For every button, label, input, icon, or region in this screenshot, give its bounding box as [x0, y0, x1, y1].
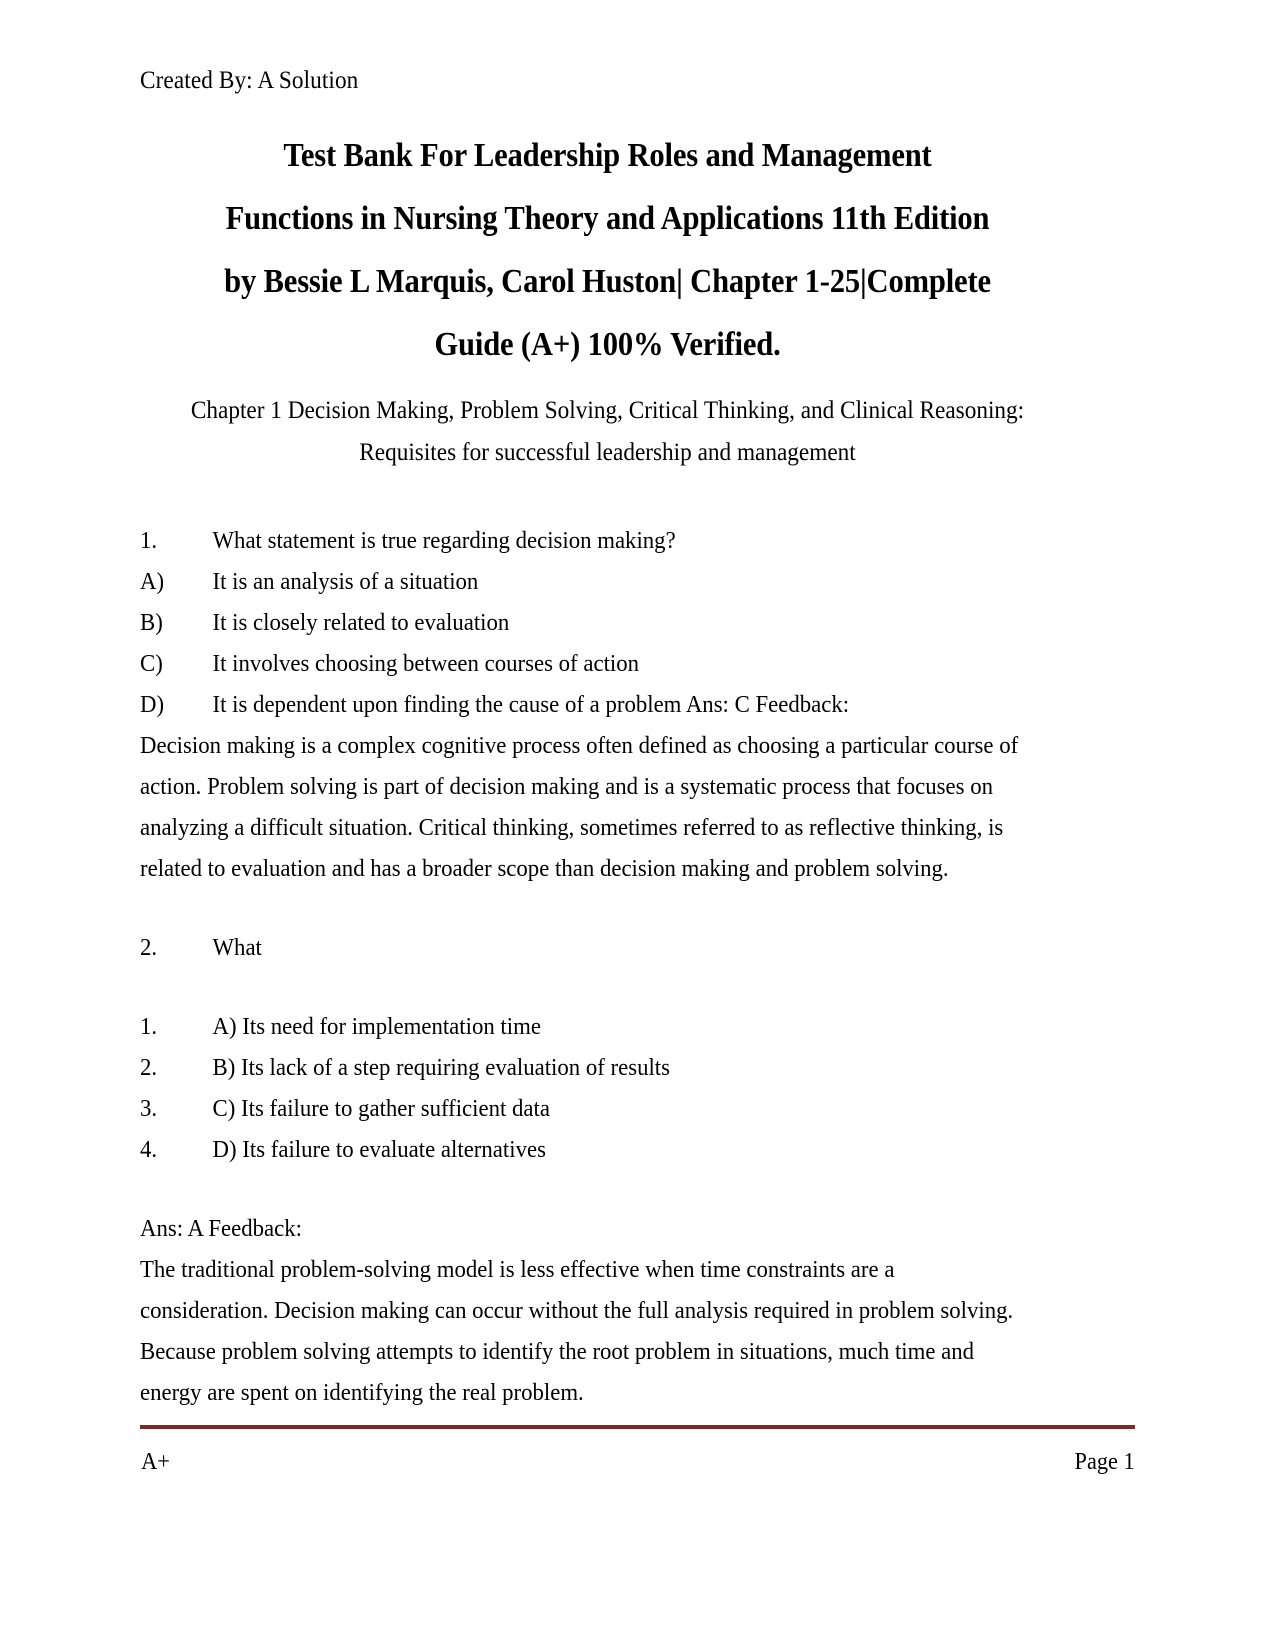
- option-marker: 2.: [140, 1054, 158, 1081]
- page-content: [140, 0, 1075, 1413]
- chapter-subtitle: [140, 390, 1075, 474]
- option-marker: 4.: [140, 1136, 158, 1163]
- title-line-2: Functions in Nursing Theory and Applications 11th Edition: [225, 200, 990, 237]
- option-text: It is an analysis of a situation: [212, 568, 479, 595]
- feedback-line: energy are spent on identifying the real problem.: [140, 1379, 584, 1406]
- question-2-number: 2.: [140, 934, 158, 961]
- footer-grade-label: A+: [141, 1448, 170, 1475]
- question-1-option-c[interactable]: [140, 643, 1075, 684]
- title-line-1: Test Bank For Leadership Roles and Management: [283, 137, 932, 174]
- title-line-4: Guide (A+) 100% Verified.: [434, 326, 781, 363]
- option-text: A) Its need for implementation time: [212, 1013, 541, 1040]
- question-2-option-1[interactable]: [140, 1006, 1075, 1047]
- option-text: B) Its lack of a step requiring evaluation of results: [212, 1054, 671, 1081]
- option-text: C) Its failure to gather sufficient data: [212, 1095, 550, 1122]
- option-marker: D): [140, 691, 165, 718]
- footer-divider: [140, 1425, 1135, 1429]
- feedback-line: The traditional problem-solving model is less effective when time constraints are a: [140, 1256, 895, 1283]
- document-title: [140, 124, 1075, 376]
- question-2-text: What: [212, 934, 262, 961]
- feedback-line: consideration. Decision making can occur without the full analysis required in problem solving.: [140, 1297, 1014, 1324]
- question-1-option-d[interactable]: [140, 684, 1075, 725]
- question-1-prompt: [140, 520, 1075, 561]
- question-2-answer-label: Ans: A Feedback:: [140, 1215, 303, 1242]
- question-2-option-3[interactable]: [140, 1088, 1075, 1129]
- option-marker: B): [140, 609, 163, 636]
- feedback-line: action. Problem solving is part of decision making and is a systematic process that focuses on: [140, 773, 994, 800]
- title-line-3: by Bessie L Marquis, Carol Huston| Chapter 1-25|Complete: [224, 263, 991, 300]
- chapter-subtitle-line-1: Chapter 1 Decision Making, Problem Solving, Critical Thinking, and Clinical Reasoning:: [190, 397, 1025, 424]
- footer-page-number: Page 1: [1074, 1448, 1135, 1475]
- created-by-line: Created By: A Solution: [140, 67, 359, 94]
- question-2-option-2[interactable]: [140, 1047, 1075, 1088]
- question-2-feedback: [140, 1249, 1075, 1413]
- feedback-line: Because problem solving attempts to identify the root problem in situations, much time and: [140, 1338, 975, 1365]
- option-text: It is closely related to evaluation: [212, 609, 510, 636]
- question-1-text: What statement is true regarding decision making?: [212, 527, 676, 554]
- option-text: It is dependent upon finding the cause of a problem Ans: C Feedback:: [212, 691, 850, 718]
- page-footer: [140, 1442, 1135, 1482]
- option-text: D) Its failure to evaluate alternatives: [212, 1136, 546, 1163]
- question-1-number: 1.: [140, 527, 158, 554]
- feedback-line: related to evaluation and has a broader scope than decision making and problem solving.: [140, 855, 949, 882]
- question-1-option-a[interactable]: [140, 561, 1075, 602]
- question-1-feedback: [140, 725, 1075, 889]
- option-marker: 3.: [140, 1095, 158, 1122]
- question-2-option-4[interactable]: [140, 1129, 1075, 1170]
- option-marker: C): [140, 650, 163, 677]
- option-text: It involves choosing between courses of action: [212, 650, 640, 677]
- option-marker: A): [140, 568, 165, 595]
- question-2-prompt: [140, 927, 1075, 968]
- option-marker: 1.: [140, 1013, 158, 1040]
- question-1-option-b[interactable]: [140, 602, 1075, 643]
- feedback-line: Decision making is a complex cognitive process often defined as choosing a particular course of: [140, 732, 1019, 759]
- chapter-subtitle-line-2: Requisites for successful leadership and management: [359, 439, 856, 466]
- feedback-line: analyzing a difficult situation. Critical thinking, sometimes referred to as reflective thinking, is: [140, 814, 1004, 841]
